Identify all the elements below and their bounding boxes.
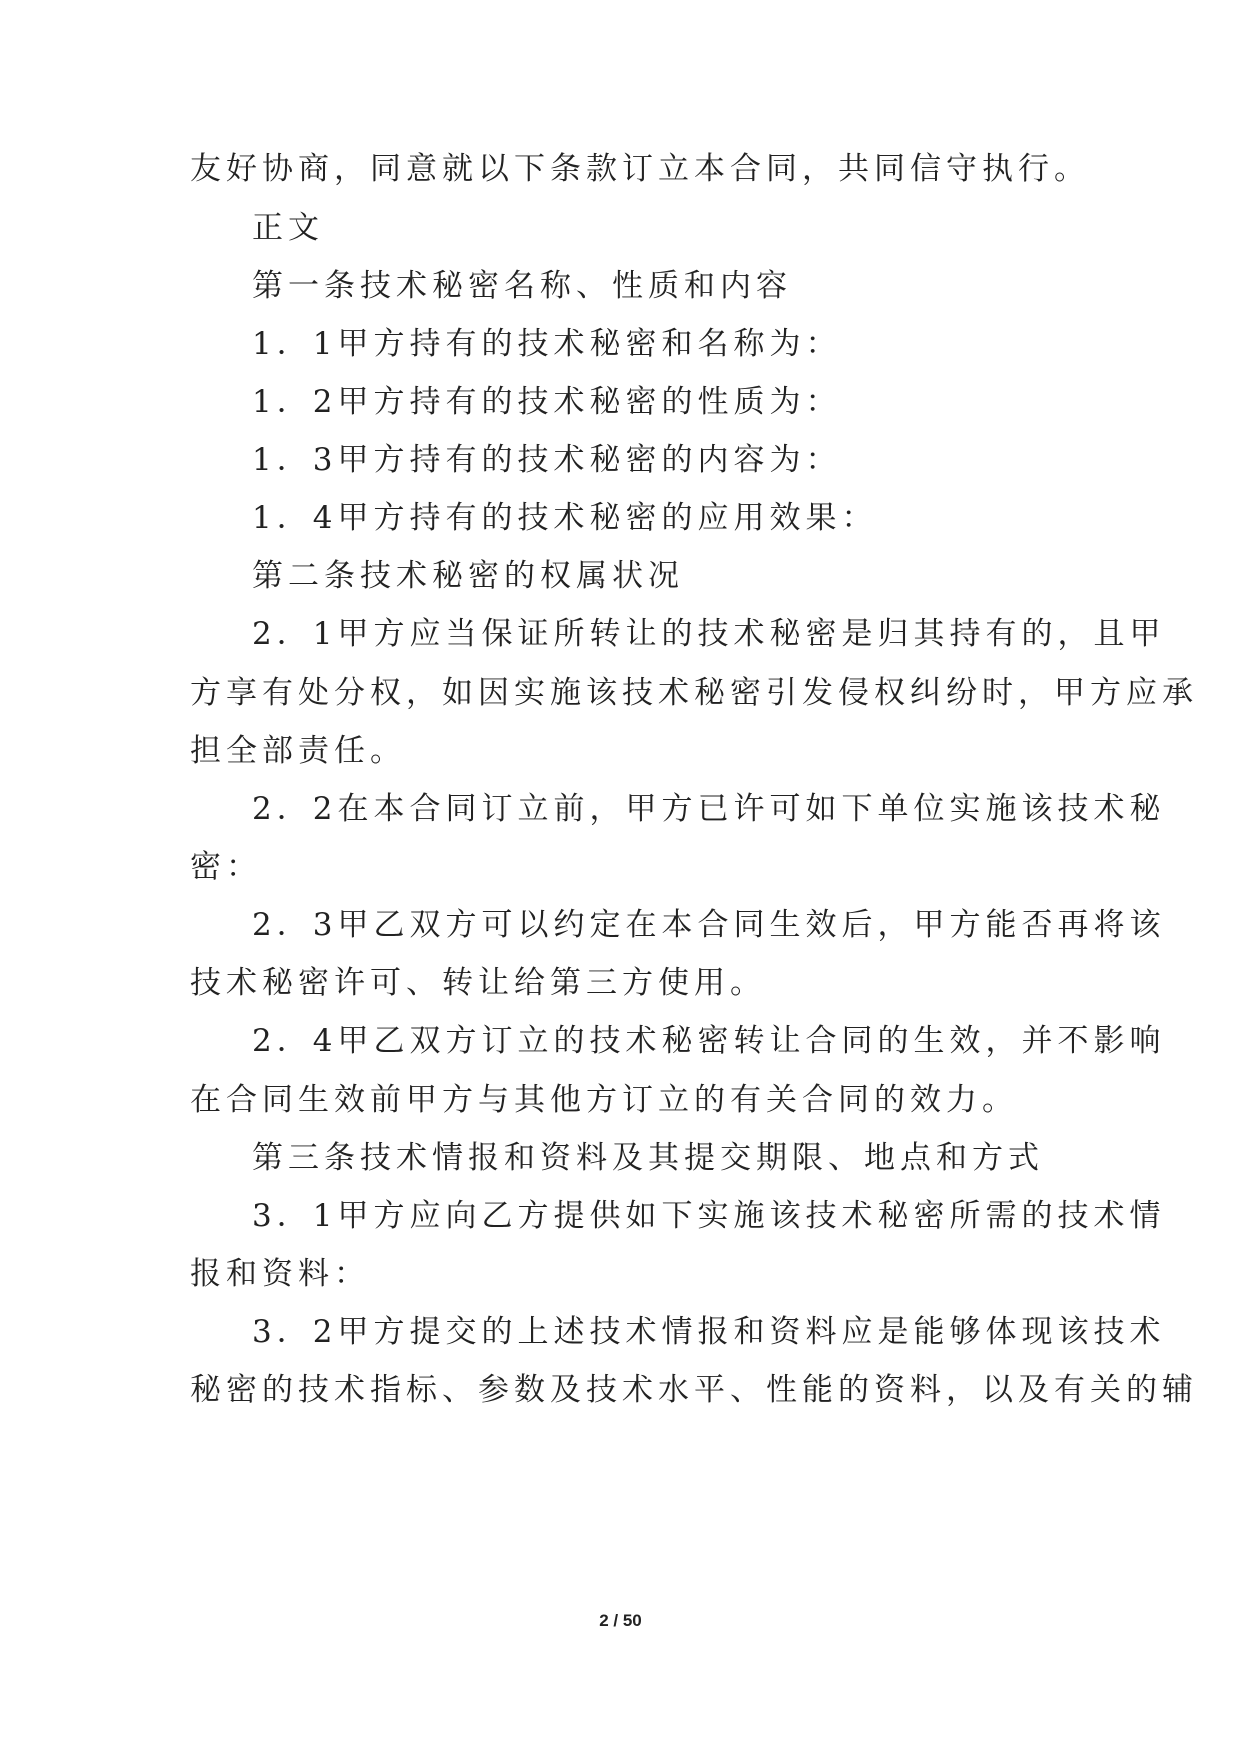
clause-2-3-line-2: 技术秘密许可、转让给第三方使用。: [190, 965, 766, 1001]
text-line-1: 友好协商，同意就以下条款订立本合同，共同信守执行。: [190, 151, 1090, 187]
clause-2-1-line-1: 2．1甲方应当保证所转让的技术秘密是归其持有的，且甲: [252, 616, 1166, 652]
article-heading-2: 第二条技术秘密的权属状况: [252, 558, 684, 594]
article-heading-3: 第三条技术情报和资料及其提交期限、地点和方式: [252, 1140, 1044, 1176]
clause-2-1-line-2: 方享有处分权，如因实施该技术秘密引发侵权纠纷时，甲方应承: [190, 675, 1198, 711]
clause-1-3: 1．3甲方持有的技术秘密的内容为：: [252, 442, 842, 478]
clause-3-1-line-2: 报和资料：: [190, 1256, 370, 1292]
clause-1-1: 1．1甲方持有的技术秘密和名称为：: [252, 326, 842, 362]
section-heading-main-text: 正文: [252, 210, 324, 246]
clause-1-2: 1．2甲方持有的技术秘密的性质为：: [252, 384, 842, 420]
clause-3-2-line-1: 3．2甲方提交的上述技术情报和资料应是能够体现该技术: [252, 1314, 1166, 1350]
clause-1-4: 1．4甲方持有的技术秘密的应用效果：: [252, 500, 878, 536]
clause-3-2-line-2: 秘密的技术指标、参数及技术水平、性能的资料，以及有关的辅: [190, 1372, 1198, 1408]
clause-2-2-line-2: 密：: [190, 849, 262, 885]
clause-3-1-line-1: 3．1甲方应向乙方提供如下实施该技术秘密所需的技术情: [252, 1198, 1166, 1234]
clause-2-4-line-1: 2．4甲乙双方订立的技术秘密转让合同的生效，并不影响: [252, 1023, 1166, 1059]
page-number: 2 / 50: [599, 1611, 642, 1630]
clause-2-4-line-2: 在合同生效前甲方与其他方订立的有关合同的效力。: [190, 1082, 1018, 1118]
clause-2-3-line-1: 2．3甲乙双方可以约定在本合同生效后，甲方能否再将该: [252, 907, 1166, 943]
article-heading-1: 第一条技术秘密名称、性质和内容: [252, 268, 792, 304]
clause-2-1-line-3: 担全部责任。: [190, 733, 406, 769]
clause-2-2-line-1: 2．2在本合同订立前，甲方已许可如下单位实施该技术秘: [252, 791, 1166, 827]
